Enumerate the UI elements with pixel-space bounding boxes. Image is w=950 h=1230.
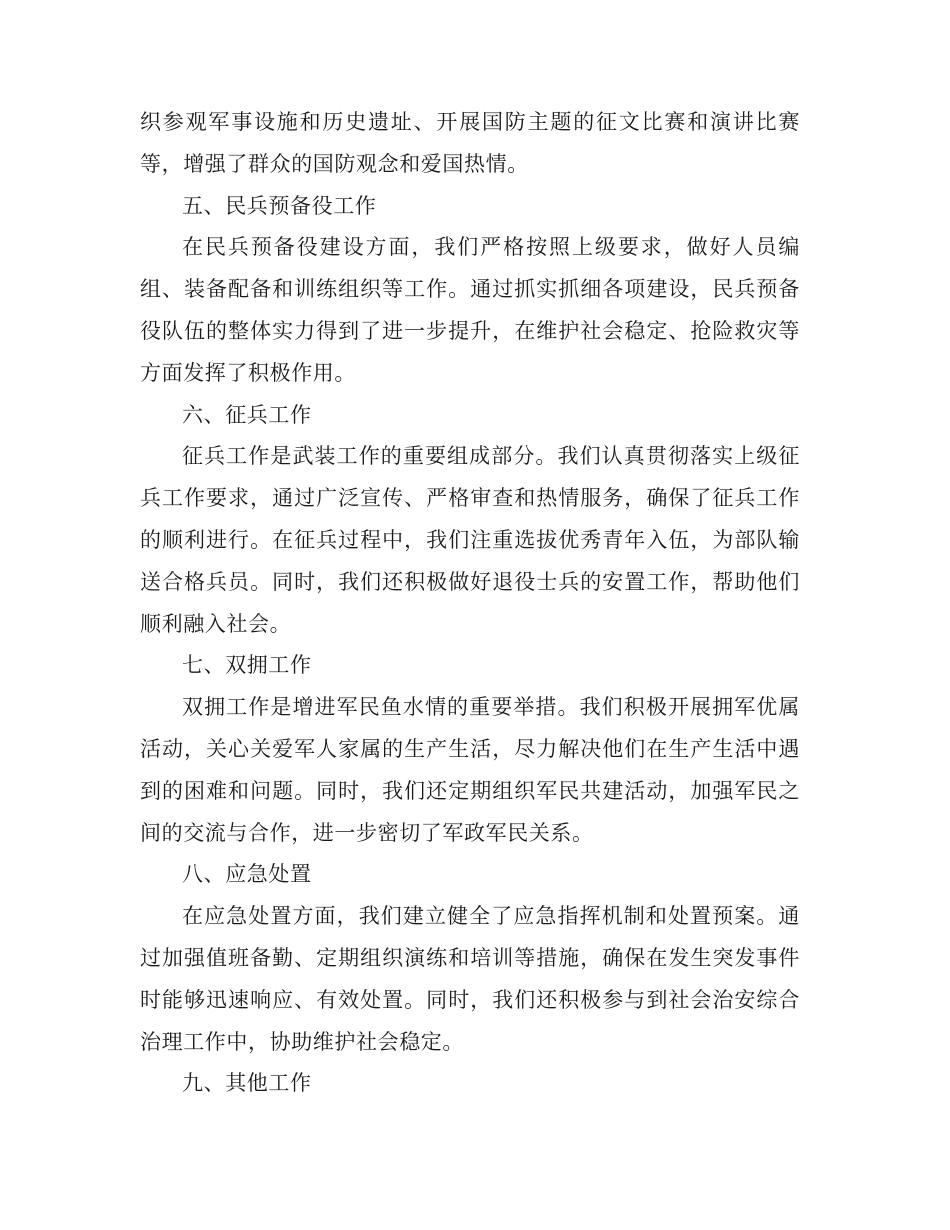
paragraph-conscription: 征兵工作是武装工作的重要组成部分。我们认真贯彻落实上级征兵工作要求，通过广泛宣传、严格审查和热情服务，确保了征兵工作的顺利进行。在征兵过程中，我们注重选拔优秀青年入伍，为部队输送合格兵员。同时，我们还积极做好退役士兵的安置工作，帮助他们顺利融入社会。 [140,444,800,636]
section-heading-emergency: 八、应急处置 [182,862,312,887]
paragraph-militia: 在民兵预备役建设方面，我们严格按照上级要求，做好人员编组、装备配备和训练组织等工作。通过抓实抓细各项建设，民兵预备役队伍的整体实力得到了进一步提升，在维护社会稳定、抢险救灾等方面发挥了积极作用。 [140,235,800,385]
section-heading-double-support: 七、双拥工作 [182,653,312,678]
paragraph-emergency: 在应急处置方面，我们建立健全了应急指挥机制和处置预案。通过加强值班备勤、定期组织演练和培训等措施，确保在发生突发事件时能够迅速响应、有效处置。同时，我们还积极参与到社会治安综合治理工作中，协助维护社会稳定。 [140,904,800,1054]
paragraph-continuation: 织参观军事设施和历史遗址、开展国防主题的征文比赛和演讲比赛等，增强了群众的国防观念和爱国热情。 [140,110,800,176]
paragraph-double-support: 双拥工作是增进军民鱼水情的重要举措。我们积极开展拥军优属活动，关心关爱军人家属的生产生活，尽力解决他们在生产生活中遇到的困难和问题。同时，我们还定期组织军民共建活动，加强军民之间的交流与合作，进一步密切了军政军民关系。 [140,695,800,845]
section-heading-other: 九、其他工作 [182,1071,312,1096]
section-heading-militia: 五、民兵预备役工作 [182,193,377,218]
section-heading-conscription: 六、征兵工作 [182,402,312,427]
document-body [140,102,800,1105]
